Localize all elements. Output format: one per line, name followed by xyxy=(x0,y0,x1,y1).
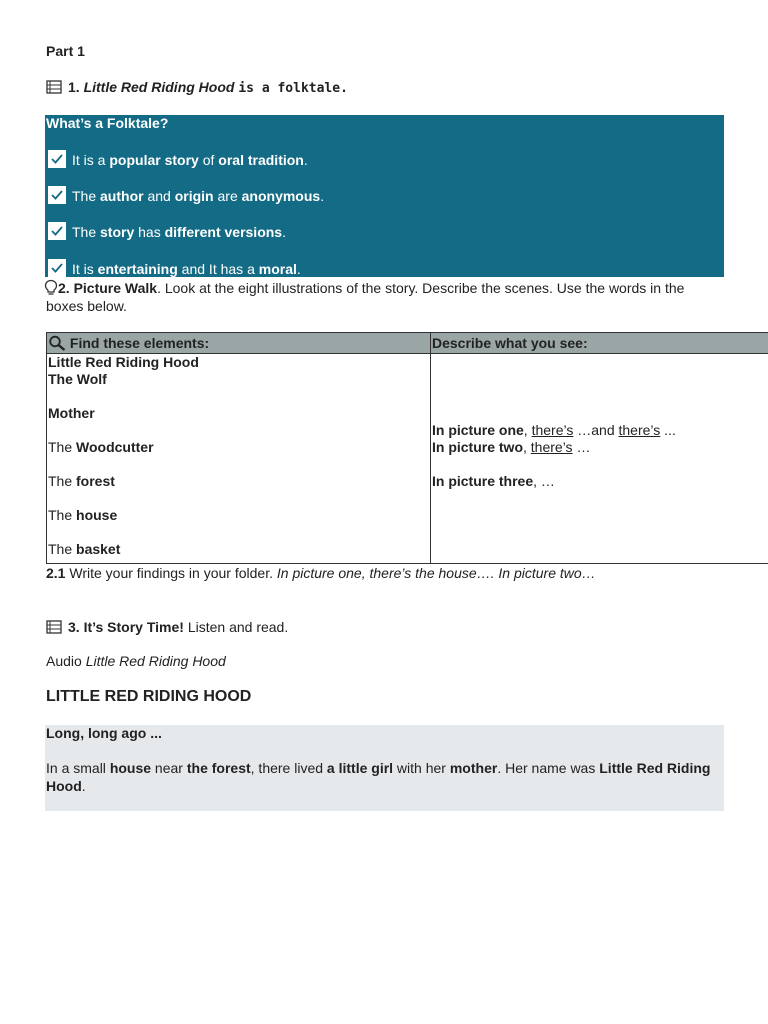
element-house: The house xyxy=(48,507,118,523)
story-box xyxy=(45,725,724,811)
story-opening: Long, long ago ... xyxy=(46,725,162,741)
findings-instruction: 2.1 Write your findings in your folder. In picture one, there’s the house…. In picture two… xyxy=(46,565,596,581)
magnifier-icon xyxy=(48,335,66,351)
story-title: LITTLE RED RIDING HOOD xyxy=(46,688,252,705)
story-paragraph: In a small house near the forest, there lived a little girl with her mother. Her name was Little Red Riding Hood. xyxy=(46,760,711,794)
picture-two-prompt: In picture two, there’s … xyxy=(432,439,591,455)
element-lrrh: Little Red Riding Hood xyxy=(48,354,199,370)
section-2-title: 2. Picture Walk xyxy=(58,280,158,296)
checkbox-icon xyxy=(48,150,66,168)
section-2-instructions xyxy=(46,279,716,315)
section-1-heading xyxy=(46,79,348,96)
describe-cell xyxy=(431,354,768,564)
folktale-title: What’s a Folktale? xyxy=(46,115,169,131)
folktale-item: The author and origin are anonymous. xyxy=(48,186,324,204)
checkbox-icon xyxy=(48,222,66,240)
element-mother: Mother xyxy=(48,405,95,421)
lightbulb-icon xyxy=(44,279,58,296)
folktale-item: The story has different versions. xyxy=(48,222,286,240)
section-1-title: Little Red Riding Hood xyxy=(83,79,235,95)
folktale-item: It is entertaining and It has a moral. xyxy=(48,259,301,277)
audio-label: Audio Little Red Riding Hood xyxy=(46,653,226,669)
section-1-number: 1. xyxy=(68,79,80,95)
element-basket: The basket xyxy=(48,541,121,557)
checkbox-icon xyxy=(48,186,66,204)
element-woodcutter: The Woodcutter xyxy=(48,439,154,455)
section-2-text: . Look at the eight illustrations of the story. Describe the scenes. Use the words in the boxes below. xyxy=(46,280,685,314)
picture-three-prompt: In picture three, … xyxy=(432,473,555,489)
section-3-heading: 3. It’s Story Time! Listen and read. xyxy=(46,619,288,635)
element-wolf: The Wolf xyxy=(48,371,107,387)
elements-table xyxy=(46,332,768,564)
elements-cell xyxy=(47,354,431,564)
element-forest: The forest xyxy=(48,473,115,489)
table-header-right: Describe what you see: xyxy=(431,333,768,354)
checkbox-icon xyxy=(48,259,66,277)
part-title: Part 1 xyxy=(46,43,85,59)
table-header-left: Find these elements: xyxy=(47,333,431,354)
section-1-title-rest: is a folktale. xyxy=(238,81,348,96)
book-icon xyxy=(46,80,62,94)
folktale-box xyxy=(45,115,724,277)
book-icon xyxy=(46,620,62,634)
folktale-item: It is a popular story of oral tradition. xyxy=(48,150,308,168)
picture-one-prompt: In picture one, there’s …and there’s ... xyxy=(432,422,676,438)
